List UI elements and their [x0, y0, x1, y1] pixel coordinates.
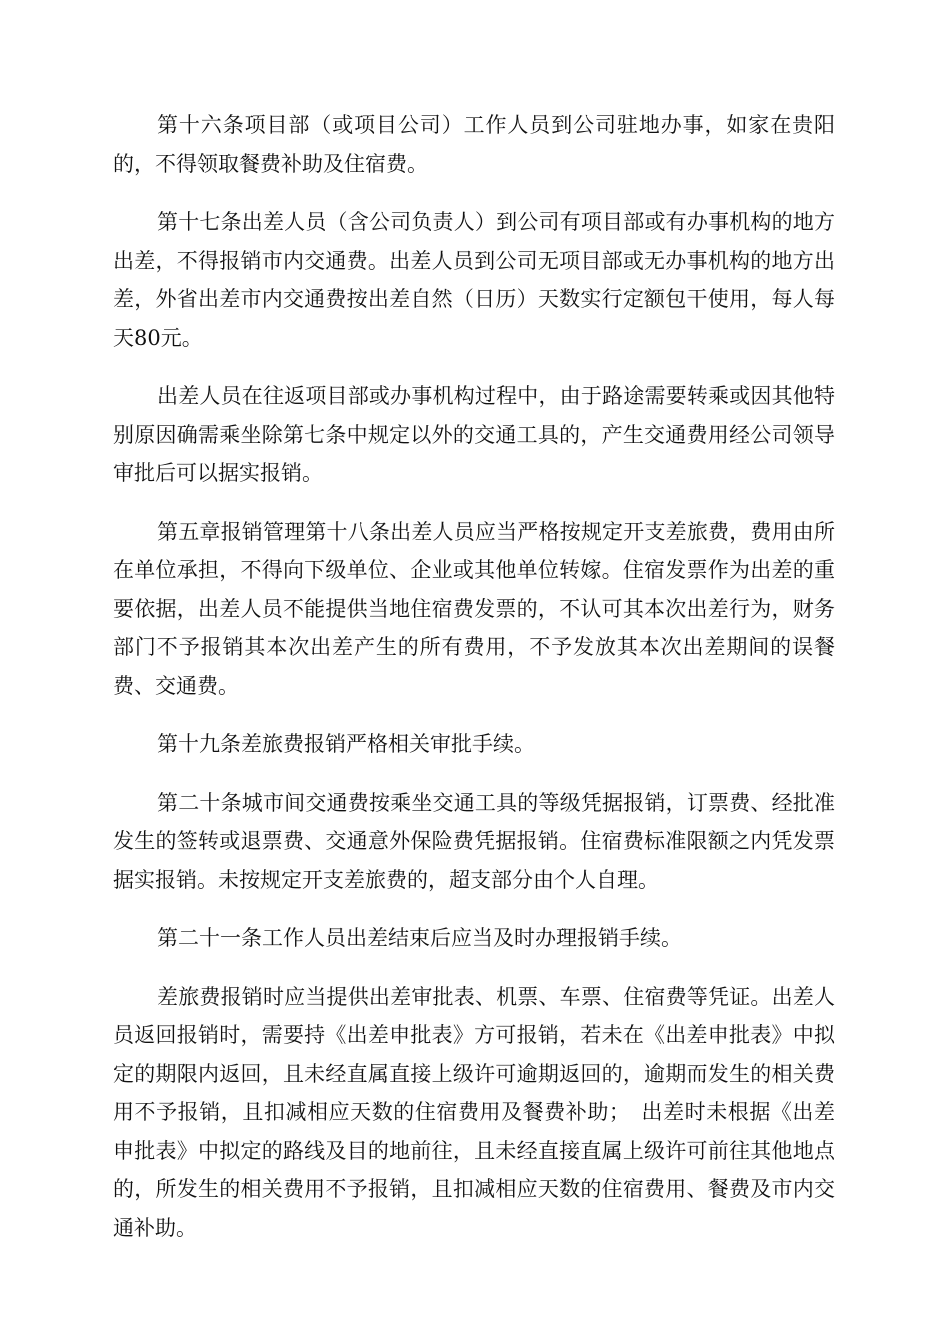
paragraph-transfer-transport: 出差人员在往返项目部或办事机构过程中，由于路途需要转乘或因其他特别原因确需乘坐除第七条中规定以外的交通工具的，产生交通费用经公司领导审批后可以据实报销。	[113, 384, 835, 485]
paragraph-article-20: 第二十条城市间交通费按乘坐交通工具的等级凭据报销，订票费、经批准发生的签转或退票费、交通意外保险费凭据报销。住宿费标准限额之内凭发票据实报销。未按规定开支差旅费的，超支部分由个人自理。	[113, 790, 835, 892]
paragraph-article-19: 第十九条差旅费报销严格相关审批手续。	[157, 732, 535, 756]
document-page	[113, 106, 835, 1247]
paragraph-reimbursement-documents: 差旅费报销时应当提供出差审批表、机票、车票、住宿费等凭证。出差人员返回报销时，需要持《出差申批表》方可报销，若未在《出差申批表》中拟定的期限内返回，且未经直属直接上级许可逾期返回的，逾期而发生的相关费用不予报销，且扣减相应天数的住宿费用及餐费补助； 出差时未根据《出差申批表》中拟定的路线及目的地前往，且未经直接直属上级许可前往其他地点的，所发生的相关费用不予报销，且扣减相应天数的住宿费用、餐费及市内交通补助。	[113, 984, 835, 1240]
paragraph-article-17: 第十七条出差人员（含公司负责人）到公司有项目部或有办事机构的地方出差，不得报销市内交通费。出差人员到公司无项目部或无办事机构的地方出差，外省出差市内交通费按出差自然（日历）天数实行定额包干使用，每人每天80元。	[113, 210, 835, 350]
paragraph-chapter-5-article-18: 第五章报销管理第十八条出差人员应当严格按规定开支差旅费，费用由所在单位承担，不得向下级单位、企业或其他单位转嫁。住宿发票作为出差的重要依据，出差人员不能提供当地住宿费发票的，不认可其本次出差行为，财务部门不予报销其本次出差产生的所有费用，不予发放其本次出差期间的误餐费、交通费。	[113, 519, 835, 698]
paragraph-article-21: 第二十一条工作人员出差结束后应当及时办理报销手续。	[157, 926, 682, 950]
paragraph-article-16: 第十六条项目部（或项目公司）工作人员到公司驻地办事，如家在贵阳的，不得领取餐费补助及住宿费。	[113, 113, 835, 176]
